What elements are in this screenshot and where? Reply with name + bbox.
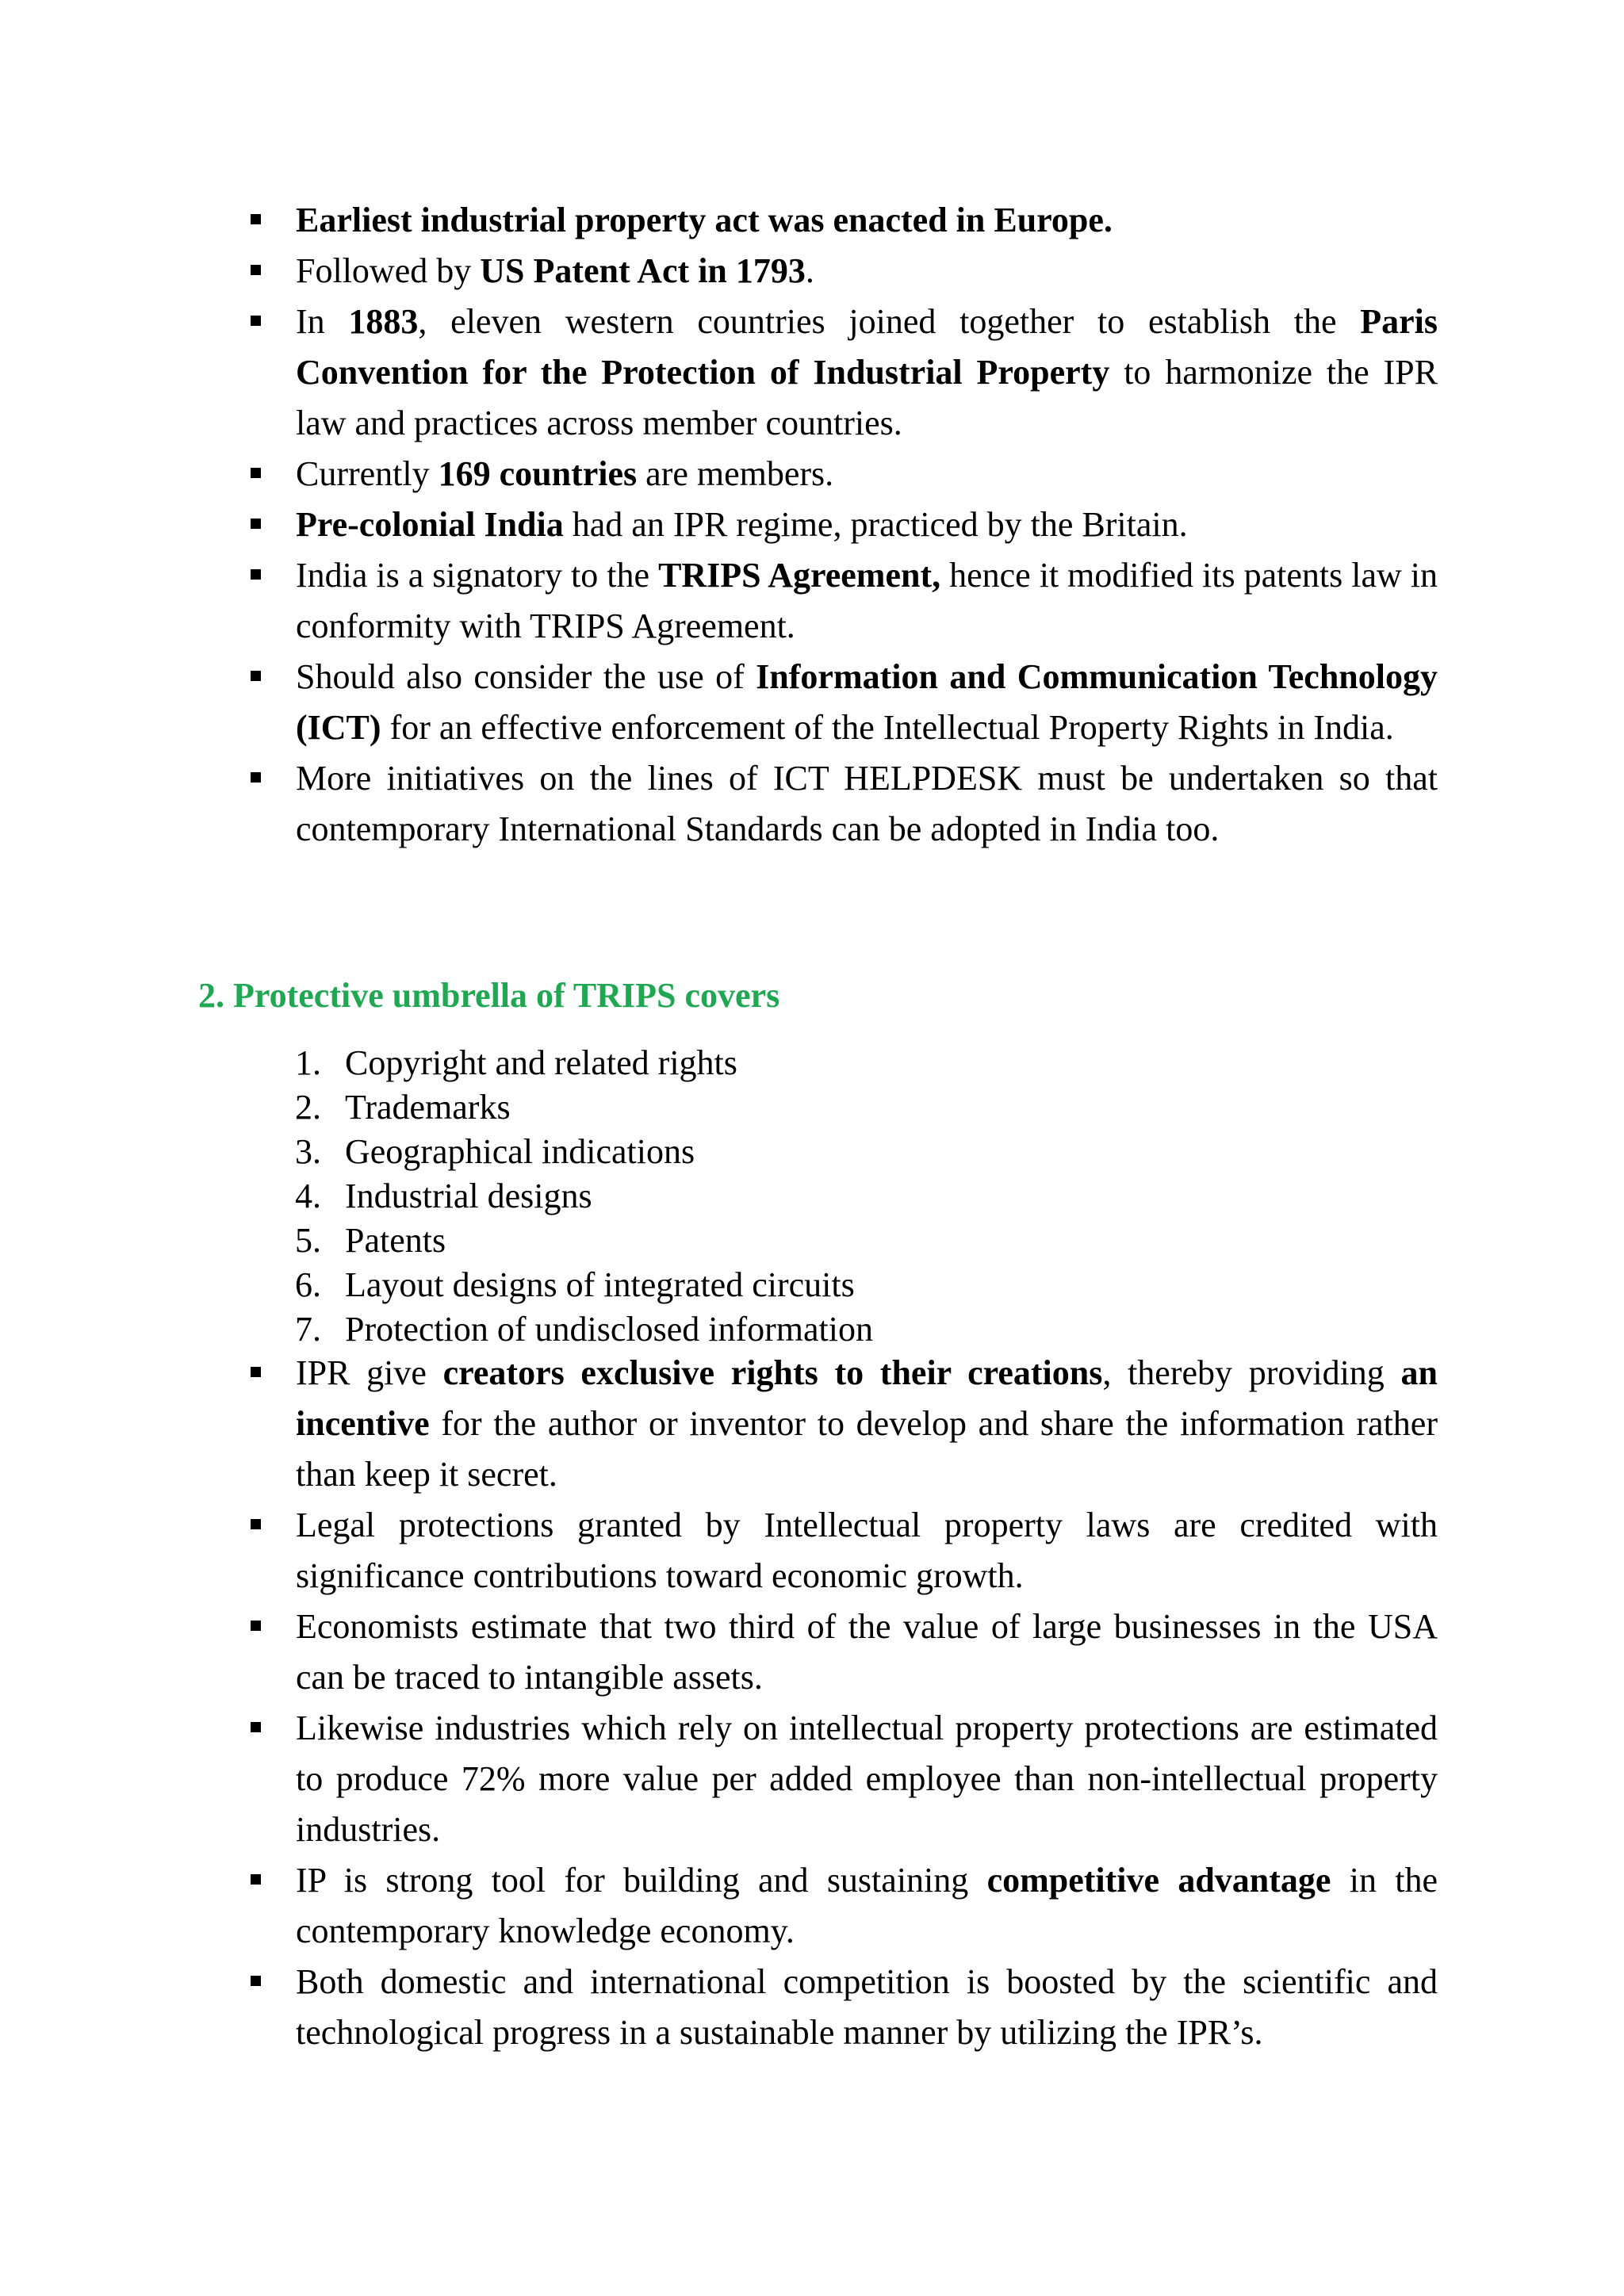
bullet-item [0,753,1438,855]
bullet-list-history [0,195,1624,855]
bullet-item [0,652,1438,753]
item-number: 7. [295,1310,321,1349]
section-heading: 2. Protective umbrella of TRIPS covers [198,976,780,1015]
text-run: Economists estimate that two third of the value of large businesses in the USA can be traced to intangible assets. [296,1607,1438,1697]
bold-text: 1883 [348,302,419,341]
item-text: Patents [345,1221,446,1260]
bullet-item [0,195,1438,246]
item-number: 4. [295,1177,321,1215]
bold-text: US Patent Act in 1793 [480,251,806,290]
text-run: for the author or inventor to develop and share the information rather than keep it secret. [296,1404,1438,1494]
item-number: 6. [295,1265,321,1304]
bold-text: competitive advantage [986,1861,1331,1900]
bold-text: TRIPS Agreement, [658,556,941,595]
bullet-item [0,1957,1438,2058]
bold-text: Information and Communication Technology (ICT) [296,657,1438,747]
item-text: Geographical indications [345,1132,695,1171]
bold-text: Earliest industrial property act was enacted in Europe. [296,201,1113,239]
numbered-item [0,1041,873,1085]
bullet-item [0,449,1438,499]
numbered-item [0,1174,873,1219]
text-run: to harmonize the IPR law and practices across member countries. [296,353,1438,442]
item-text: Industrial designs [345,1177,592,1215]
text-run: hence it modified its patents law in conformity with TRIPS Agreement. [296,556,1438,645]
bullet-item [0,1855,1438,1957]
bold-text: 169 countries [438,454,638,493]
item-number: 1. [295,1043,321,1082]
text-run: . [805,251,814,290]
bullet-item [0,1348,1438,1500]
item-text: Trademarks [345,1088,511,1127]
numbered-item [0,1219,873,1263]
text-run: Followed by [296,251,481,290]
bold-text: creators exclusive rights to their creations [442,1353,1103,1392]
text-run: Currently [296,454,439,493]
text-run: in the contemporary knowledge economy. [296,1861,1438,1950]
bullet-item [0,1500,1438,1601]
bullet-item [0,550,1438,652]
item-number: 3. [295,1132,321,1171]
text-run: Likewise industries which rely on intellectual property protections are estimated to produce 72% more value per added employee than non-intellectual property industries. [296,1709,1438,1849]
text-run: India is a signatory to the [296,556,659,595]
item-text: Copyright and related rights [345,1043,737,1082]
text-run: IPR give [296,1353,443,1392]
numbered-item [0,1307,873,1352]
text-run: In [296,302,349,341]
numbered-item [0,1263,873,1307]
bullet-item [0,246,1438,297]
bullet-item [0,1703,1438,1855]
text-run: IP is strong tool for building and sustaining [296,1861,987,1900]
text-run: for an effective enforcement of the Intellectual Property Rights in India. [381,708,1394,747]
bullet-item [0,499,1438,550]
bullet-list-benefits [0,1348,1624,2058]
text-run: Both domestic and international competition is boosted by the scientific and technological progress in a sustainable manner by utilizing the IPR’s. [296,1962,1438,2052]
bold-text: an incentive [296,1353,1438,1443]
trips-coverage-list [0,1041,873,1352]
text-run: Legal protections granted by Intellectual property laws are credited with significance contributions toward economic growth. [296,1506,1438,1595]
text-run: are members. [637,454,834,493]
item-text: Layout designs of integrated circuits [345,1265,855,1304]
bold-text: Paris Convention for the Protection of Industrial Property [296,302,1438,392]
text-run: , eleven western countries joined together to establish the [418,302,1361,341]
item-number: 5. [295,1221,321,1260]
text-run: had an IPR regime, practiced by the Britain. [563,505,1188,544]
item-number: 2. [295,1088,321,1127]
text-run: Should also consider the use of [296,657,756,696]
item-text: Protection of undisclosed information [345,1310,873,1349]
text-run: More initiatives on the lines of ICT HELPDESK must be undertaken so that contemporary International Standards can be adopted in India too. [296,759,1438,848]
bold-text: Pre-colonial India [296,505,564,544]
numbered-item [0,1130,873,1174]
numbered-item [0,1085,873,1130]
bullet-item [0,297,1438,449]
text-run: , thereby providing [1102,1353,1401,1392]
bullet-item [0,1601,1438,1703]
